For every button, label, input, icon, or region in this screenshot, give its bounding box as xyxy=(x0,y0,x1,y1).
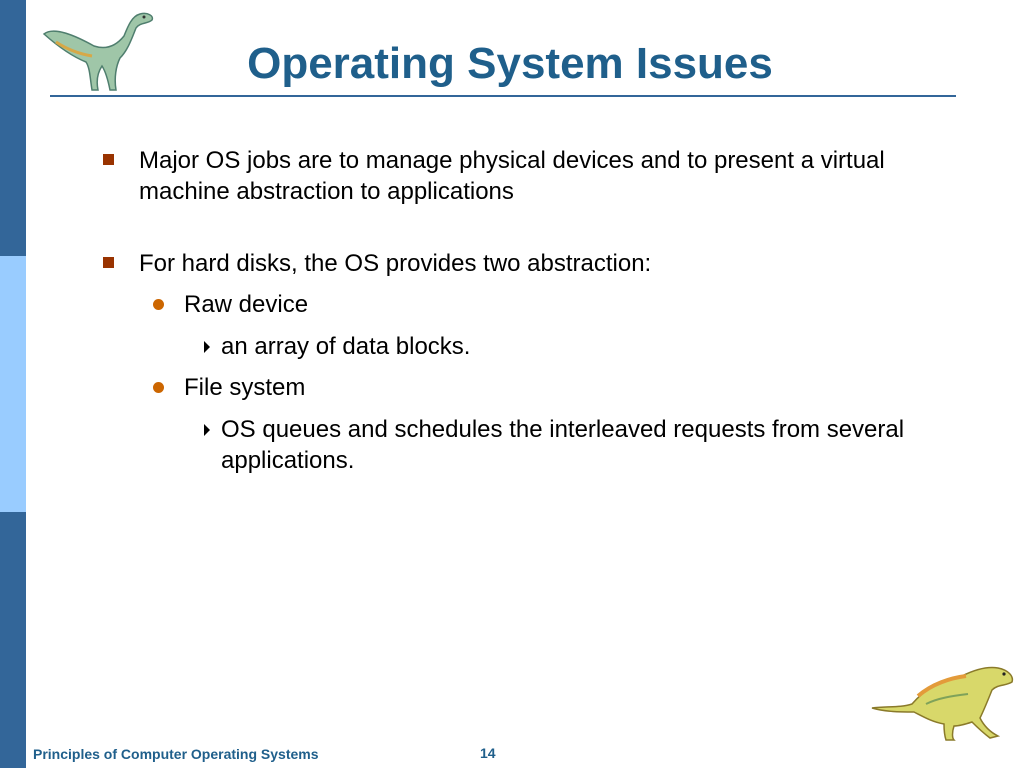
sidebar-middle-segment xyxy=(0,256,26,512)
round-bullet-icon xyxy=(153,382,164,393)
page-title: Operating System Issues xyxy=(247,39,773,88)
square-bullet-icon xyxy=(103,154,114,165)
sidebar-bottom-segment xyxy=(0,512,26,768)
bullet-2-text: For hard disks, the OS provides two abstraction: xyxy=(139,250,652,277)
footer-page-number: 14 xyxy=(480,745,496,761)
title-divider xyxy=(50,95,956,97)
sub-sub-bullet-data-blocks: an array of data blocks. xyxy=(221,333,471,360)
bullet-1-line-2: machine abstraction to applications xyxy=(139,178,514,205)
sub-sub-bullet-queues-line-1: OS queues and schedules the interleaved requests from several xyxy=(221,416,905,443)
triangle-bullet-icon xyxy=(204,424,210,436)
sub-bullet-raw-device: Raw device xyxy=(184,291,309,318)
sub-bullet-file-system: File system xyxy=(184,374,306,401)
triangle-bullet-icon xyxy=(204,341,210,353)
square-bullet-icon xyxy=(103,257,114,268)
sub-sub-bullet-queues-line-2: applications. xyxy=(221,447,355,474)
left-sidebar-stripe xyxy=(0,0,26,768)
footer-course-title: Principles of Computer Operating Systems xyxy=(33,746,319,762)
round-bullet-icon xyxy=(153,299,164,310)
bullet-1-line-1: Major OS jobs are to manage physical devices and to present a virtual xyxy=(139,147,885,174)
dinosaur-top-icon xyxy=(36,6,158,96)
sidebar-top-segment xyxy=(0,0,26,256)
dinosaur-bottom-icon xyxy=(866,650,1018,742)
